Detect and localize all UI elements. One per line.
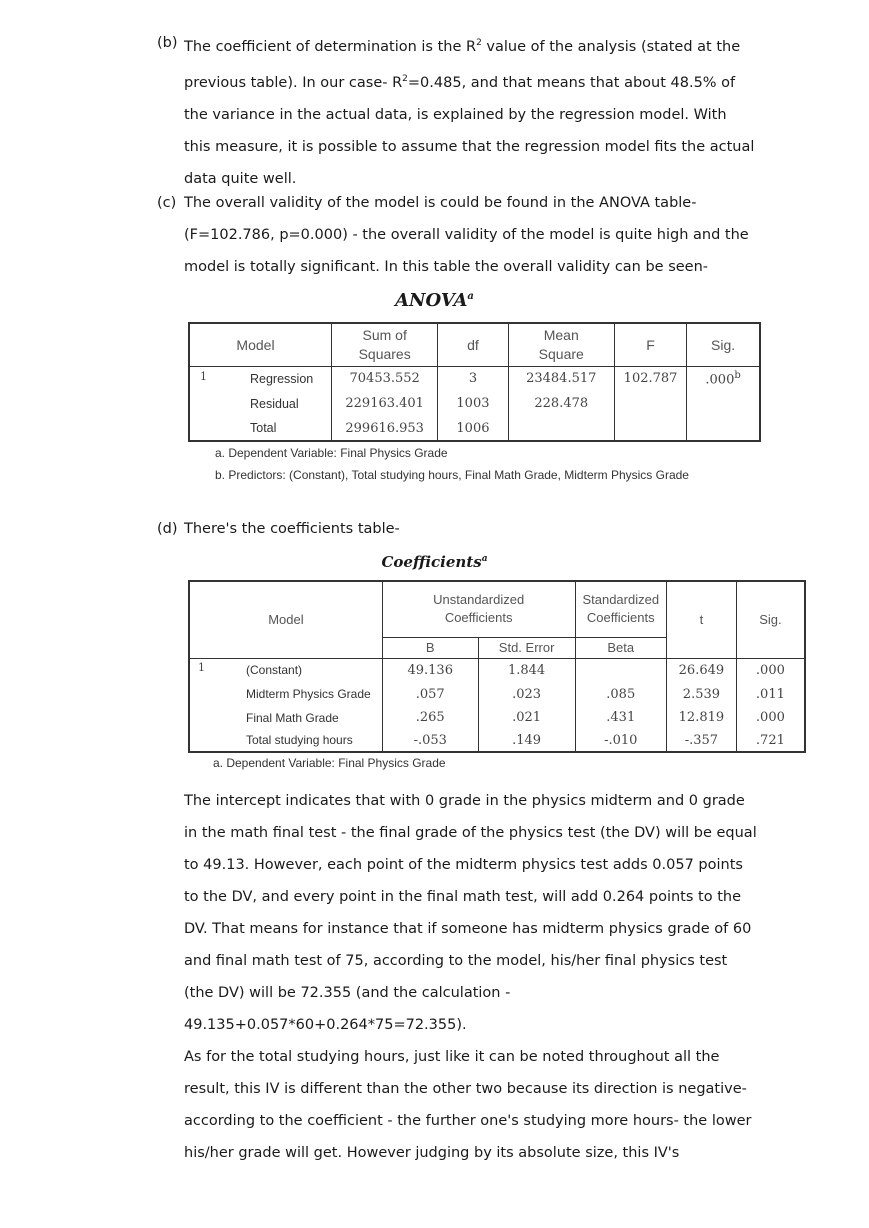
anova-row-regression <box>189 366 760 391</box>
anova-cell: 228.478 <box>508 391 614 416</box>
paragraph-b-text-1: The coefficient of determination is the R <box>184 38 477 55</box>
anova-model-number: 1 <box>200 369 207 383</box>
anova-header-ms: Mean Square <box>508 323 614 366</box>
anova-cell: 229163.401 <box>331 391 437 416</box>
coefficients-cell: -.053 <box>382 729 478 752</box>
anova-footnote-b: b. Predictors: (Constant), Total studying hours, Final Math Grade, Midterm Physics Grade <box>215 468 689 482</box>
coefficients-cell: .000 <box>755 662 785 678</box>
coefficients-header-model: Model <box>189 581 382 658</box>
coefficients-cell: -.010 <box>575 729 667 752</box>
anova-cell: 3 <box>438 366 508 391</box>
coefficients-row-label: Midterm Physics Grade <box>246 687 371 701</box>
r-squared-superscript-2: 2 <box>402 73 408 84</box>
coefficients-row-constant <box>189 658 805 682</box>
anova-row-label: Total <box>250 421 277 435</box>
paragraph-c-text: The overall validity of the model is could be found in the ANOVA table- (F=102.786, p=0.000) - the overall validity of the model is quite high and the model is totally significant. In this table the overall validity can be seen- <box>184 195 749 275</box>
anova-header-sig: Sig. <box>687 323 760 366</box>
coefficients-row-midterm <box>189 682 805 706</box>
anova-cell: 299616.953 <box>331 416 437 441</box>
coefficients-title: Coefficients$^a$ <box>381 553 488 571</box>
coefficients-cell: .023 <box>478 682 575 706</box>
coefficients-cell <box>575 658 667 682</box>
coefficients-row-label: (Constant) <box>246 663 303 678</box>
anova-header-row <box>189 323 760 366</box>
coefficients-header-std-error: Std. Error <box>478 637 575 658</box>
anova-header-df: df <box>438 323 508 366</box>
paragraph-d-label: (d) <box>157 521 178 537</box>
anova-title: ANOVA$^a$ <box>395 290 474 311</box>
paragraph-b-text-3: =0.485, and that means that about 48.5% of the variance in the actual data, is explained by the regression model. With this measure, it is possible to assume that the regression model fits the actual data quite well. <box>184 74 755 187</box>
paragraph-c-label: (c) <box>157 195 177 211</box>
anova-footnote-a: a. Dependent Variable: Final Physics Grade <box>215 446 448 460</box>
coefficients-row-label: Final Math Grade <box>246 710 339 725</box>
coefficients-cell: 12.819 <box>667 706 737 729</box>
studying-hours-paragraph: As for the total studying hours, just like it can be noted throughout all the result, this IV is different than the other two because its direction is negative- according to the coefficient - the further one's studying more hours- the lower his/her grade will get. However judging by its absolute size, this IV's <box>184 1049 752 1161</box>
anova-row-residual <box>189 391 760 416</box>
r-squared-superscript: 2 <box>476 38 482 48</box>
coefficients-cell: 1.844 <box>478 658 575 682</box>
coefficients-header-unstandardized: Unstandardized Coefficients <box>382 581 575 637</box>
anova-cell: 70453.552 <box>331 366 437 391</box>
coefficients-cell: .000 <box>755 710 785 725</box>
paragraph-b-text-2: value of the analysis (stated at the previous table). In our case- R <box>184 38 741 91</box>
paragraph-b-label: (b) <box>157 35 178 51</box>
coefficients-row-math <box>189 706 805 729</box>
coefficients-header-standardized: Standardized Coefficients <box>575 581 667 637</box>
coefficients-footnote-a: a. Dependent Variable: Final Physics Grade <box>213 756 446 770</box>
anova-header-ss: Sum of Squares <box>331 323 437 366</box>
coefficients-cell: .721 <box>755 732 785 748</box>
anova-header-model: Model <box>189 323 331 366</box>
paragraph-c <box>157 187 757 283</box>
coefficients-table <box>188 580 806 753</box>
anova-row-label: Residual <box>250 396 299 411</box>
coefficients-cell: .011 <box>755 686 785 702</box>
coefficients-cell: .265 <box>382 706 478 729</box>
anova-cell: .000 <box>705 372 735 388</box>
paragraph-b <box>157 27 757 195</box>
coefficients-header-beta: Beta <box>575 637 667 658</box>
coefficients-header-b: B <box>382 637 478 658</box>
anova-header-f: F <box>614 323 686 366</box>
coefficients-cell: .149 <box>478 729 575 752</box>
coefficients-title-superscript: a <box>481 554 488 564</box>
coefficients-cell: 26.649 <box>667 658 737 682</box>
anova-cell: 1003 <box>438 391 508 416</box>
coefficients-header-sig: Sig. <box>736 581 805 658</box>
anova-cell: 23484.517 <box>508 366 614 391</box>
anova-table <box>188 322 761 442</box>
paragraph-d <box>157 513 757 545</box>
coefficients-cell: .431 <box>575 706 667 729</box>
anova-row-total <box>189 416 760 441</box>
coefficients-cell: .085 <box>575 682 667 706</box>
coefficients-row-label: Total studying hours <box>246 733 353 747</box>
anova-title-superscript: a <box>467 291 474 302</box>
coefficients-cell: 2.539 <box>667 682 737 706</box>
anova-sig-superscript: b <box>734 370 741 382</box>
coefficients-cell: .057 <box>382 682 478 706</box>
coefficients-header-row-1 <box>189 581 805 637</box>
anova-row-label: Regression <box>250 371 314 386</box>
coefficients-cell: .021 <box>478 706 575 729</box>
coefficients-cell: 49.136 <box>382 658 478 682</box>
coefficients-row-hours <box>189 729 805 752</box>
coefficients-model-number: 1 <box>198 660 205 674</box>
intercept-paragraph: The intercept indicates that with 0 grade in the physics midterm and 0 grade in the math final test - the final grade of the physics test (the DV) will be equal to 49.13. However, each point of the midterm physics test adds 0.057 points to the DV, and every point in the final math test, will add 0.264 points to the DV. That means for instance that if someone has midterm physics grade of 60 and final math test of 75, according to the model, his/her final physics test (the DV) will be 72.355 (and the calculation - 49.135+0.057*60+0.264*75=72.355). <box>184 793 757 1033</box>
paragraph-d-text: There's the coefficients table- <box>184 521 400 537</box>
anova-cell: 1006 <box>438 416 508 441</box>
anova-cell: 102.787 <box>614 366 686 391</box>
coefficients-header-t: t <box>667 581 737 658</box>
coefficients-cell: -.357 <box>667 729 737 752</box>
